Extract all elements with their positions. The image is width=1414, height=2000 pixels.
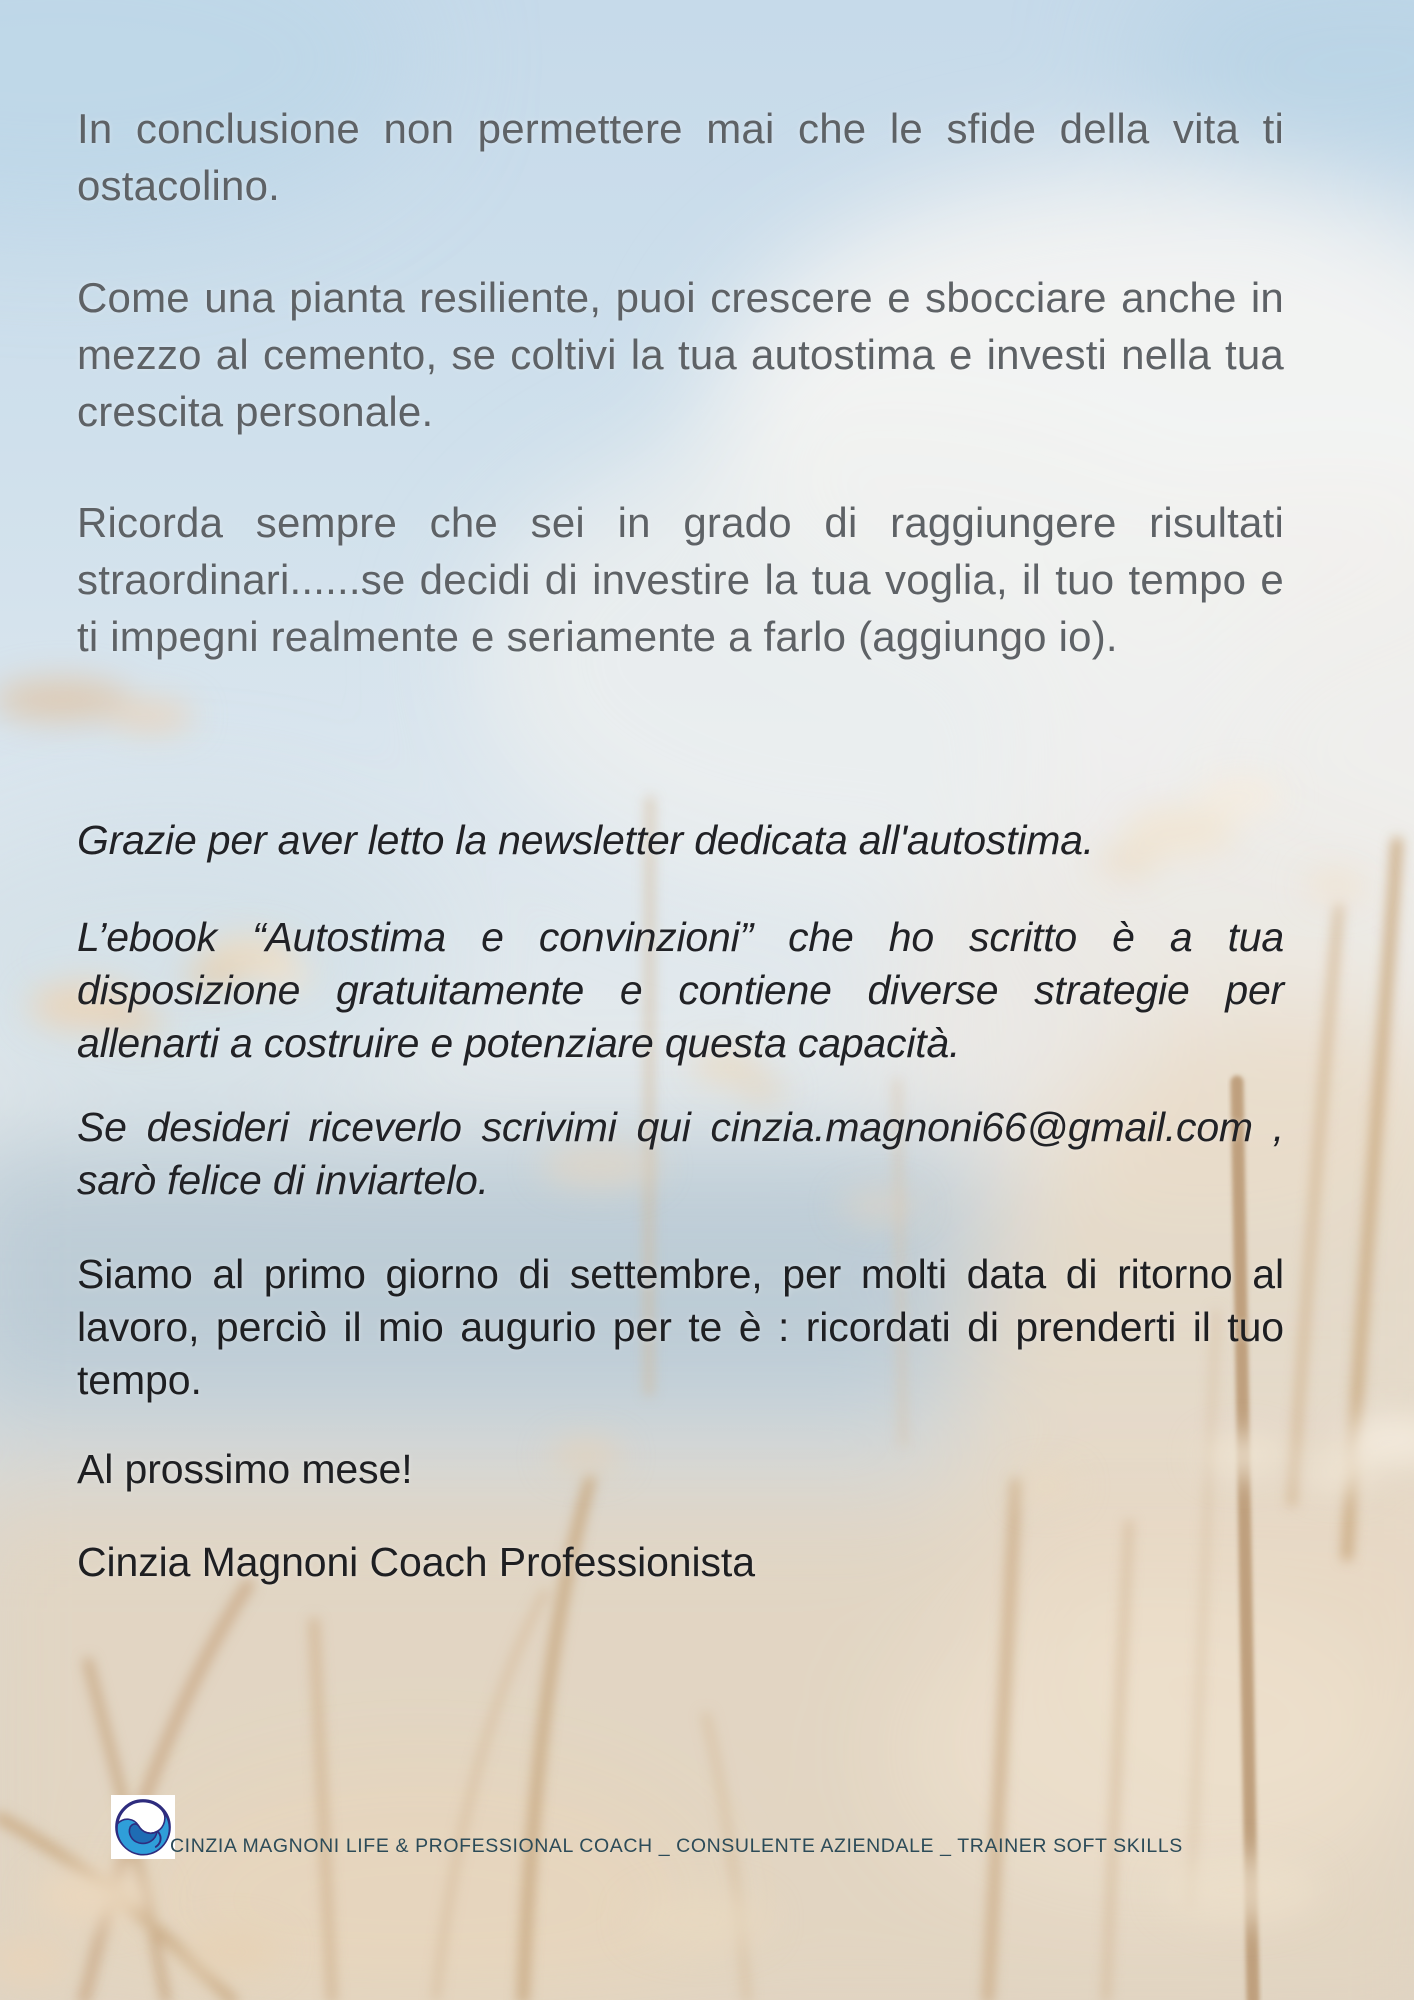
email-address: cinzia.magnoni66@gmail.com: [710, 1104, 1253, 1150]
paragraph-ebook: L’ebook “Autostima e convinzioni” che ho scritto è a tua disposizione gratuitamente e contiene diverse strategie per allenarti a costruire e potenziare questa capacità.: [77, 914, 1284, 1066]
paragraph-conclusion: In conclusione non permettere mai che le sfide della vita ti ostacolino.: [77, 105, 1284, 209]
paragraph-contact: [77, 1101, 1284, 1207]
brand-wave-logo-icon: [110, 1795, 176, 1859]
footer-brand-line: CINZIA MAGNONI LIFE & PROFESSIONAL COACH _ CONSULENTE AZIENDALE _ TRAINER SOFT SKILLS: [170, 1835, 1183, 1857]
paragraph-thanks: Grazie per aver letto la newsletter dedicata all'autostima.: [77, 817, 1094, 863]
contact-text-after-email: , sarò felice di inviartelo.: [77, 1104, 1284, 1203]
contact-text-before-email: Se desideri riceverlo scrivimi qui: [77, 1104, 711, 1150]
paragraph-resilient-plant: Come una pianta resiliente, puoi crescere e sbocciare anche in mezzo al cemento, se coltivi la tua autostima e investi nella tua crescita personale.: [77, 274, 1284, 435]
paragraph-remember: Ricorda sempre che sei in grado di raggiungere risultati straordinari......se decidi di investire la tua voglia, il tuo tempo e ti impegni realmente e seriamente a farlo (aggiungo io).: [77, 499, 1284, 660]
paragraph-september: Siamo al primo giorno di settembre, per molti data di ritorno al lavoro, perciò il mio augurio per te è : ricordati di prenderti il tuo tempo.: [77, 1251, 1284, 1403]
paragraph-see-you: Al prossimo mese!: [77, 1446, 413, 1492]
signature-coach-name: Cinzia Magnoni Coach Professionista: [77, 1539, 755, 1585]
